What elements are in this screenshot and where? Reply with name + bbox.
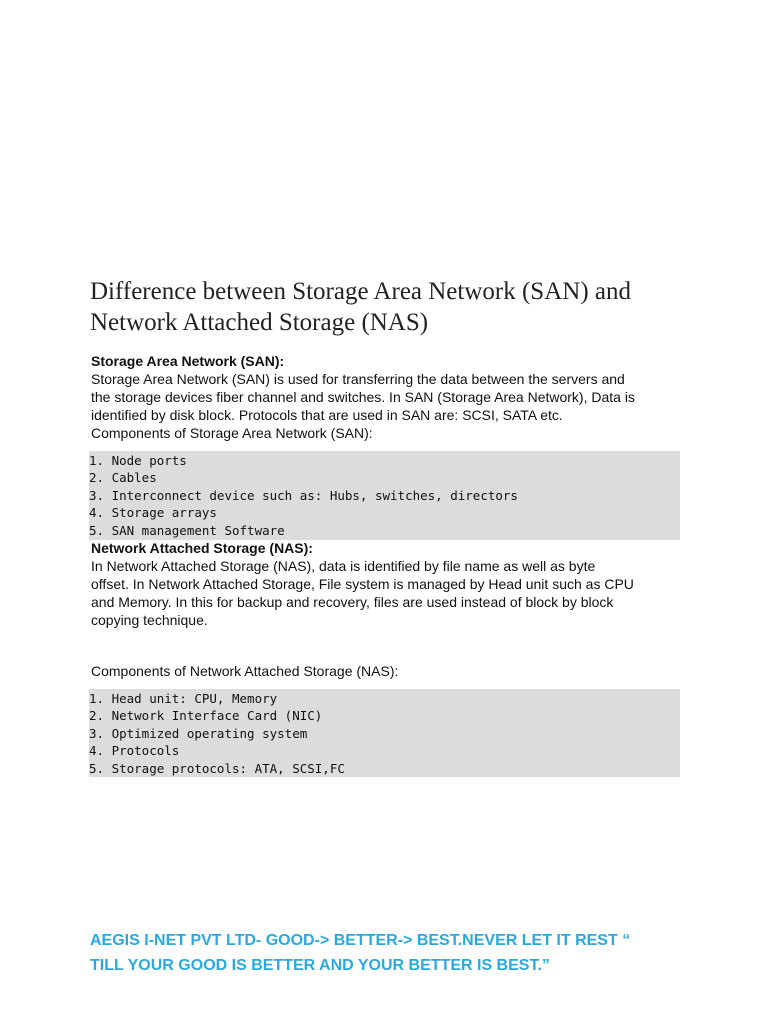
- san-paragraph-line: the storage devices fiber channel and switches. In SAN (Storage Area Network), Data is: [91, 389, 635, 405]
- list-item: 3. Optimized operating system: [89, 725, 308, 741]
- list-item: 4. Protocols: [89, 743, 180, 759]
- san-paragraph-line: identified by disk block. Protocols that are used in SAN are: SCSI, SATA etc.: [91, 407, 563, 423]
- list-item: 3. Interconnect device such as: Hubs, switches, directors: [89, 487, 518, 503]
- nas-components-intro: Components of Network Attached Storage (NAS):: [91, 663, 399, 679]
- title-line-1: Difference between Storage Area Network (SAN) and: [90, 278, 631, 305]
- nas-paragraph-line: and Memory. In this for backup and recovery, files are used instead of block by block: [91, 594, 614, 610]
- footer-line-2: TILL YOUR GOOD IS BETTER AND YOUR BETTER IS BEST.”: [90, 957, 550, 974]
- footer-slogan: [90, 928, 730, 978]
- list-item: 1. Node ports: [89, 453, 187, 468]
- list-item: 2. Network Interface Card (NIC): [89, 708, 323, 724]
- nas-paragraph-line: In Network Attached Storage (NAS), data is identified by file name as well as byte: [91, 558, 596, 574]
- nas-section: [91, 539, 691, 629]
- nas-paragraph-line: offset. In Network Attached Storage, File system is managed by Head unit such as CPU: [91, 576, 634, 592]
- nas-components-intro-wrap: [91, 662, 691, 680]
- list-item: 5. SAN management Software: [89, 522, 285, 538]
- nas-components-list: [89, 689, 680, 777]
- title-line-2: Network Attached Storage (NAS): [90, 309, 429, 336]
- san-paragraph-line: Components of Storage Area Network (SAN):: [91, 425, 373, 441]
- page-title: [90, 276, 690, 338]
- list-item: 2. Cables: [89, 470, 157, 486]
- list-item: 5. Storage protocols: ATA, SCSI,FC: [89, 760, 345, 776]
- footer-line-1: AEGIS I-NET PVT LTD- GOOD-> BETTER-> BEST.NEVER LET IT REST “: [90, 932, 631, 949]
- san-heading: Storage Area Network (SAN):: [91, 353, 285, 369]
- san-paragraph-line: Storage Area Network (SAN) is used for transferring the data between the servers and: [91, 371, 625, 387]
- list-item: 4. Storage arrays: [89, 505, 217, 521]
- nas-heading: Network Attached Storage (NAS):: [91, 540, 313, 556]
- list-item: 1. Head unit: CPU, Memory: [89, 691, 278, 706]
- nas-paragraph-line: copying technique.: [91, 612, 208, 628]
- san-components-list: [89, 451, 680, 540]
- san-section: [91, 352, 691, 442]
